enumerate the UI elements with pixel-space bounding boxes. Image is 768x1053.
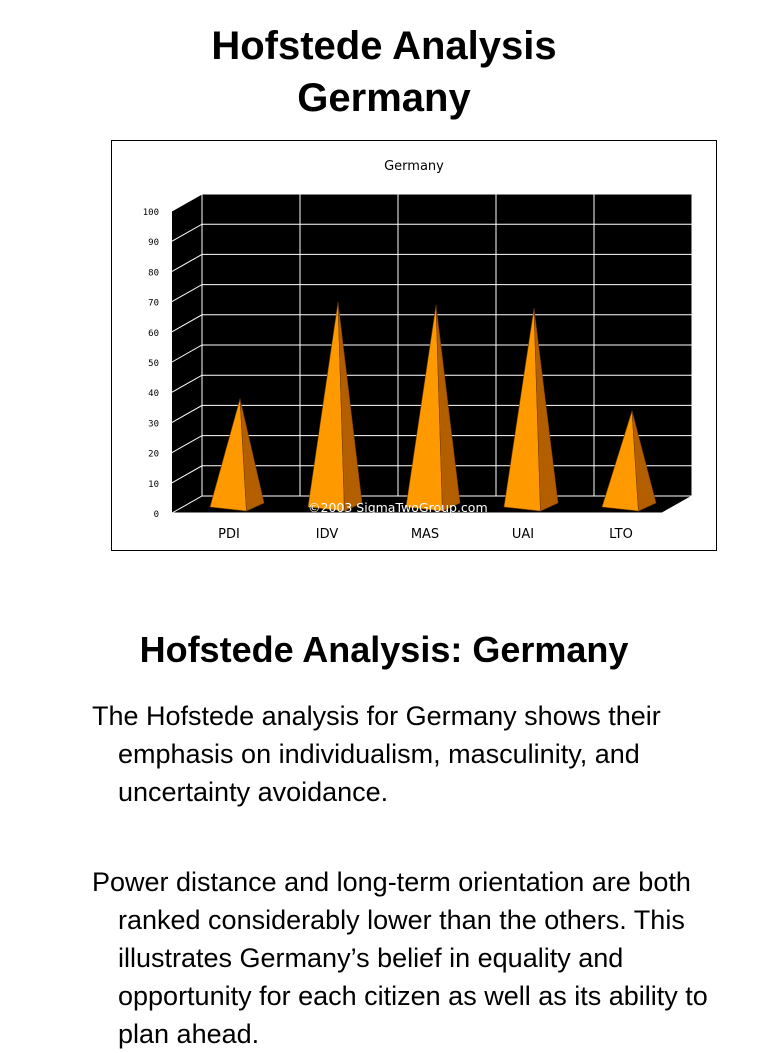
chart-title: Germany: [384, 159, 444, 174]
x-tick-label: MAS: [410, 527, 440, 542]
slide-title-line-2: Germany: [297, 76, 471, 120]
chart-frame: [111, 140, 717, 551]
y-tick-label: 0: [153, 510, 159, 520]
y-tick-label: 50: [148, 359, 159, 369]
y-tick-label: 10: [148, 479, 159, 490]
y-tick-label: 90: [148, 238, 159, 249]
x-tick-label: LTO: [609, 527, 633, 542]
paragraph-2: Power distance and long-term orientation are both ranked considerably lower than the others. This illustrates Germany’s belief in equality and opportunity for each citizen as well as its ability to plan ahead.: [92, 867, 708, 1049]
paragraph-1: The Hofstede analysis for Germany shows their emphasis on individualism, masculinity, and uncertainty avoidance.: [92, 701, 661, 807]
slide-title-line-1: Hofstede Analysis: [211, 24, 557, 68]
section-heading: Hofstede Analysis: Germany: [139, 629, 629, 670]
y-tick-label: 40: [148, 389, 159, 400]
y-tick-label: 60: [148, 328, 159, 339]
y-tick-label: 80: [148, 268, 159, 279]
y-tick-label: 20: [148, 449, 159, 460]
y-tick-label: 30: [148, 419, 159, 430]
chart-watermark: ©2003 SigmaTwoGroup.com: [308, 500, 488, 515]
chart-svg: [112, 141, 716, 550]
x-tick-label: PDI: [218, 527, 240, 542]
x-tick-label: IDV: [315, 527, 339, 542]
x-tick-label: UAI: [511, 527, 535, 542]
y-tick-label: 70: [148, 298, 159, 309]
slide-title: [0, 20, 768, 124]
y-tick-label: 100: [142, 208, 159, 218]
